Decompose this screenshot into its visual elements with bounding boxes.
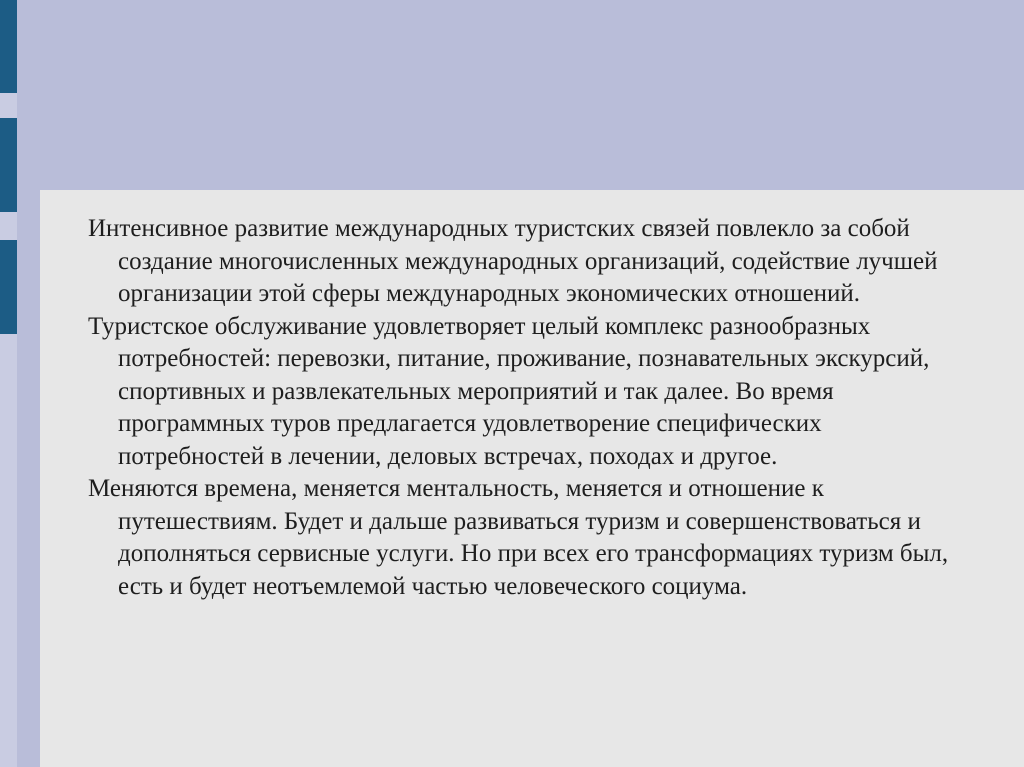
accent-bar-top bbox=[0, 0, 17, 93]
accent-bar-middle bbox=[0, 118, 17, 212]
left-decorative-strip bbox=[0, 0, 17, 767]
slide-text-body bbox=[88, 213, 968, 603]
paragraph-changing-times: Меняются времена, меняется ментальность, меняется и отношение к путешествиям. Будет и дальше развиваться туризм и совершенствоваться и дополняться сервисные услуги. Но при всех его трансформациях туризм был, есть и будет неотъемлемой частью человеческого социума. bbox=[88, 475, 949, 600]
paragraph-international-relations: Интенсивное развитие международных туристских связей повлекло за собой создание многочисленных международных организаций, содействие лучшей организации этой сферы международных экономических отношений. bbox=[88, 215, 938, 307]
paragraph-tourist-services: Туристское обслуживание удовлетворяет целый комплекс разнообразных потребностей: перевозки, питание, проживание, познавательных экскурсий, спортивных и развлекательных мероприятий и так далее. Во время программных туров предлагается удовлетворение специфических потребностей в лечении, деловых встречах, походах и другое. bbox=[88, 312, 930, 470]
accent-bar-bottom bbox=[0, 240, 17, 334]
